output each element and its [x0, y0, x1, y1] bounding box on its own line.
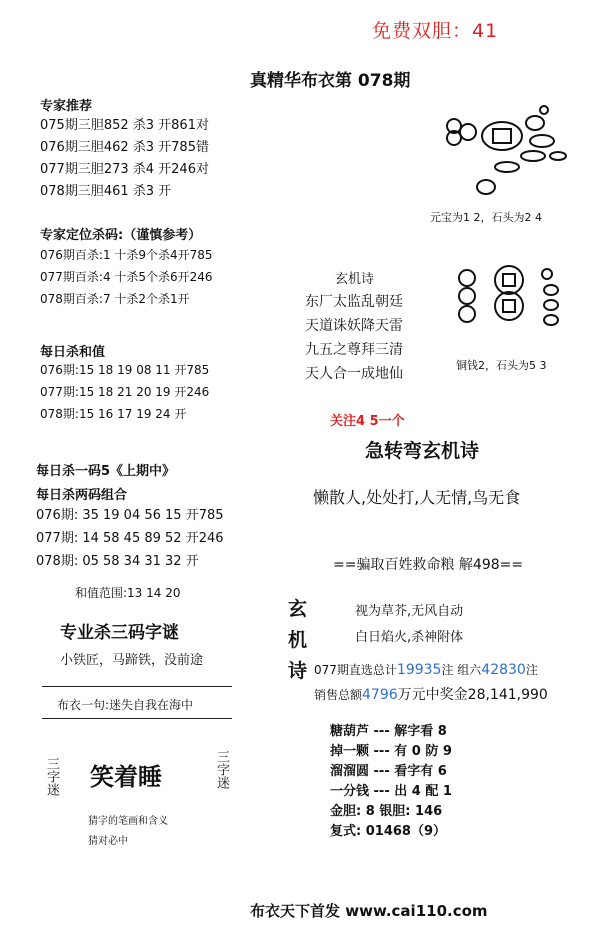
sales-label: 销售总额 — [314, 688, 363, 702]
tanghulu-line: 复式: 01468（9） — [330, 824, 446, 839]
divider — [42, 718, 232, 719]
riddle-hint2: 猜对必中 — [88, 836, 128, 847]
kill-two-header: 每日杀两码组合 — [36, 488, 128, 503]
position-kill-lines — [40, 244, 213, 310]
footer: 布衣天下首发 www.cai110.com — [250, 902, 488, 920]
vert-char: 玄 — [288, 598, 308, 620]
tanghulu-line: 掉一颗 --- 有 0 防 9 — [330, 744, 452, 759]
kill-two-line: 077期: 14 58 45 89 52 开246 — [36, 531, 224, 546]
poem-line: 天人合一成地仙 — [305, 366, 403, 382]
xuanji-poem-title: 玄机诗 — [335, 272, 375, 287]
kill-one-header: 每日杀一码5《上期中》 — [36, 464, 176, 479]
position-kill-line: 076期百杀:1 十杀9个杀4开785 — [40, 248, 213, 262]
vert-char: 机 — [288, 629, 308, 651]
sales-num: 42830 — [481, 662, 526, 678]
focus-line: 关注4 5一个 — [330, 414, 405, 429]
jzw-line: 懒散人,处处打,人无情,鸟无食 — [313, 488, 521, 507]
kill-two-lines — [36, 504, 224, 573]
daily-sum-line: 077期:15 18 21 20 19 开246 — [40, 385, 210, 399]
sales-num: 19935 — [396, 662, 442, 678]
pic1-caption: 元宝为1 2，石头为2 4 — [430, 211, 542, 224]
experts-line: 076期三胆462 杀3 开785错 — [40, 140, 209, 155]
sales-label: 万元中奖金28,141,990 — [397, 687, 548, 703]
experts-line: 075期三胆852 杀3 开861对 — [40, 118, 209, 133]
buyi-line: 布衣一句:迷失自我在海中 — [57, 698, 194, 712]
tanghulu-lines — [330, 722, 452, 842]
sum-range: 和值范围:13 14 20 — [75, 586, 181, 600]
xuanji-side-line1: 视为草芥,无风自动 — [355, 604, 464, 619]
poem-line: 东厂太监乱朝廷 — [305, 294, 403, 310]
sales-line2 — [314, 684, 548, 704]
xuanji-side-line2: 白日焰火,杀神附体 — [355, 630, 464, 645]
kill-two-line: 076期: 35 19 04 56 15 开785 — [36, 508, 224, 523]
experts-line: 078期三胆461 杀3 开 — [40, 184, 172, 199]
copper-coins-illustration — [455, 260, 565, 340]
riddle-text: 小铁匠，马蹄铁，没前途 — [60, 653, 204, 668]
sales-label: 注 — [525, 663, 538, 677]
position-kill-line: 078期百杀:7 十杀2个杀1开 — [40, 292, 190, 306]
kill-two-line: 078期: 05 58 34 31 32 开 — [36, 554, 199, 569]
sales-label: 注 组六 — [441, 663, 482, 677]
experts-header: 专家推荐 — [40, 99, 93, 114]
riddle-title: 专业杀三码字谜 — [60, 623, 179, 643]
daily-sum-header: 每日杀和值 — [40, 345, 106, 360]
experts-line: 077期三胆273 杀4 开246对 — [40, 162, 209, 177]
riddle-vert-right: 三字迷 — [214, 750, 229, 789]
jzw-title: 急转弯玄机诗 — [365, 440, 480, 462]
tanghulu-line: 溜溜圆 --- 看字有 6 — [330, 764, 447, 779]
poem-line: 天道诛妖降天雷 — [305, 318, 403, 334]
sales-line1 — [314, 661, 538, 678]
scam-line: ==骗取百姓救命粮 解498== — [333, 557, 524, 573]
riddle-word: 笑着睡 — [90, 763, 162, 791]
coins-stones-illustration — [440, 105, 570, 200]
vert-char: 诗 — [288, 660, 308, 682]
riddle-vert-left: 三字迷 — [44, 757, 59, 796]
daily-sum-lines — [40, 359, 209, 425]
page-title: 真精华布衣第 078期 — [250, 71, 411, 91]
poem-line: 九五之尊拜三清 — [305, 342, 403, 358]
tanghulu-line: 糖葫芦 --- 解字看 8 — [330, 724, 447, 739]
xuanji-poem — [305, 290, 403, 386]
tanghulu-line: 一分钱 --- 出 4 配 1 — [330, 784, 452, 799]
position-kill-header: 专家定位杀码:（谨慎参考） — [40, 228, 202, 243]
position-kill-line: 077期百杀:4 十杀5个杀6开246 — [40, 270, 213, 284]
sales-num: 4796 — [362, 687, 398, 703]
divider — [42, 686, 232, 687]
experts-lines — [40, 115, 209, 203]
daily-sum-line: 078期:15 16 17 19 24 开 — [40, 407, 187, 421]
pic2-caption: 铜钱2，石头为5 3 — [456, 359, 547, 372]
xuanji-vertical — [288, 594, 310, 687]
daily-sum-line: 076期:15 18 19 08 11 开785 — [40, 363, 210, 377]
sales-label: 077期直选总计 — [314, 663, 397, 677]
tanghulu-line: 金胆: 8 银胆: 146 — [330, 804, 443, 819]
free-pick: 免费双胆：41 — [372, 20, 499, 42]
riddle-hint1: 猜字的笔画和含义 — [88, 816, 168, 827]
